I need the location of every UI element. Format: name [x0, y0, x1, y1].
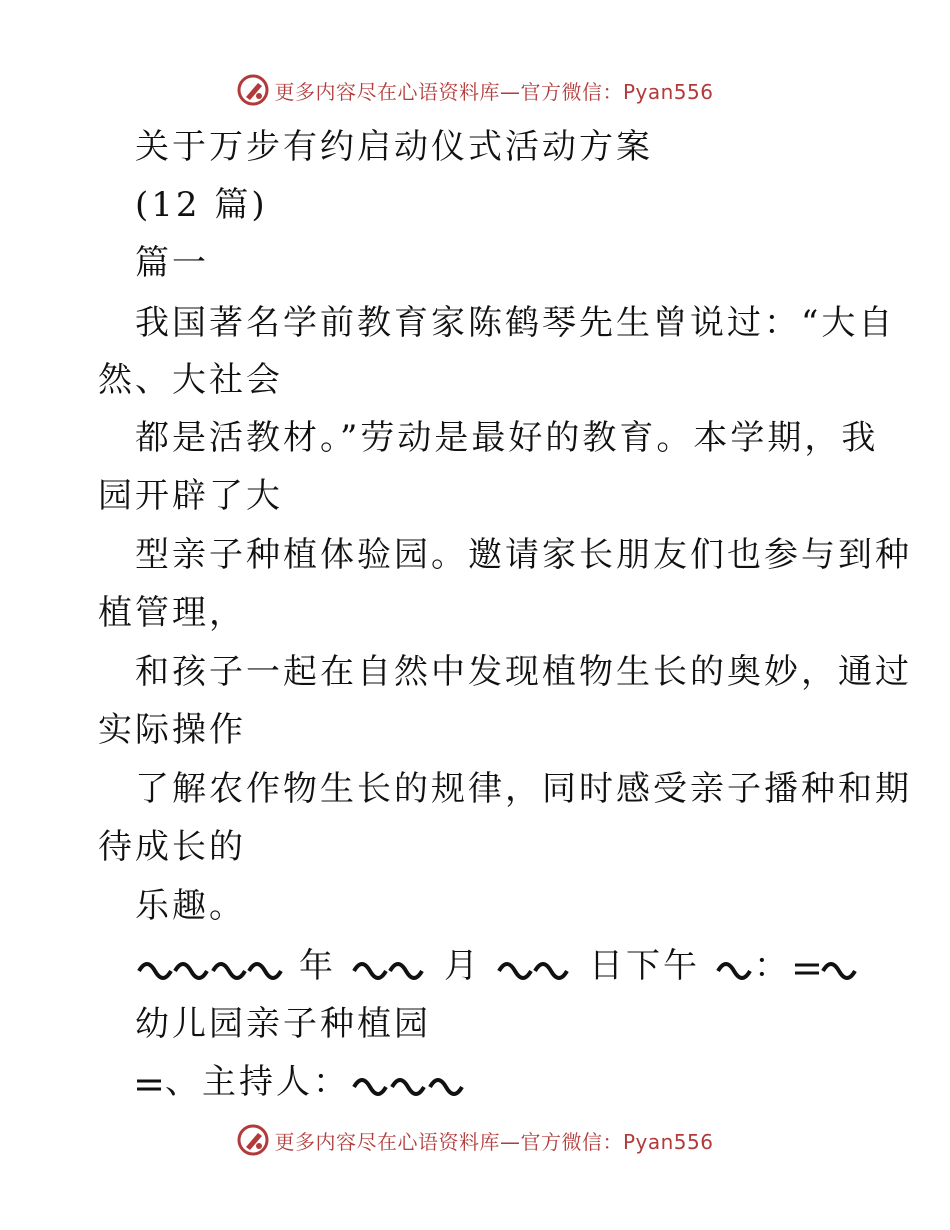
- host-label: 、主持人：: [165, 1062, 350, 1102]
- paragraph-line: 园开辟了大: [98, 476, 283, 516]
- red-pen-circle-icon: [236, 1123, 270, 1157]
- garbled-glyph-icon: [714, 953, 754, 983]
- garbled-glyph-icon: [791, 953, 861, 983]
- date-colon: ：: [754, 946, 791, 986]
- paragraph-line: 我国著名学前教育家陈鹤琴先生曾说过：“大自: [135, 303, 896, 343]
- section-heading: 篇一: [135, 243, 209, 283]
- paragraph-line: 和孩子一起在自然中发现植物生长的奥妙，通过: [135, 652, 912, 692]
- paragraph-line: 型亲子种植体验园。邀请家长朋友们也参与到种: [135, 535, 912, 575]
- watermark-text: 更多内容尽在心语资料库—官方微信：Pyan556: [274, 79, 714, 104]
- date-line: [135, 946, 861, 986]
- watermark-text: 更多内容尽在心语资料库—官方微信：Pyan556: [274, 1129, 714, 1154]
- paragraph-line: 实际操作: [98, 710, 246, 750]
- paragraph-line: 植管理，: [98, 593, 246, 633]
- paragraph-line: 了解农作物生长的规律，同时感受亲子播种和期: [135, 769, 912, 809]
- paragraph-line: 乐趣。: [135, 886, 246, 926]
- host-line: [135, 1062, 470, 1102]
- garbled-glyph-icon: [495, 953, 575, 983]
- garbled-glyph-icon: [135, 953, 285, 983]
- garbled-glyph-icon: [350, 953, 430, 983]
- watermark-banner-top: [0, 70, 950, 110]
- watermark-banner-bottom: [0, 1120, 950, 1160]
- document-title: 关于万步有约启动仪式活动方案: [135, 127, 653, 167]
- paragraph-line: 然、大社会: [98, 360, 283, 400]
- date-day-time-label: 日下午: [589, 946, 700, 986]
- paragraph-line: 都是活教材。”劳动是最好的教育。本学期，我: [135, 418, 879, 458]
- document-subtitle: (12 篇): [135, 185, 268, 225]
- date-month-label: 月: [444, 946, 481, 986]
- date-year-label: 年: [299, 946, 336, 986]
- garbled-glyph-icon: [135, 1069, 165, 1099]
- red-pen-circle-icon: [236, 73, 270, 107]
- paragraph-line: 待成长的: [98, 827, 246, 867]
- location-line: 幼儿园亲子种植园: [135, 1004, 431, 1044]
- garbled-glyph-icon: [350, 1069, 470, 1099]
